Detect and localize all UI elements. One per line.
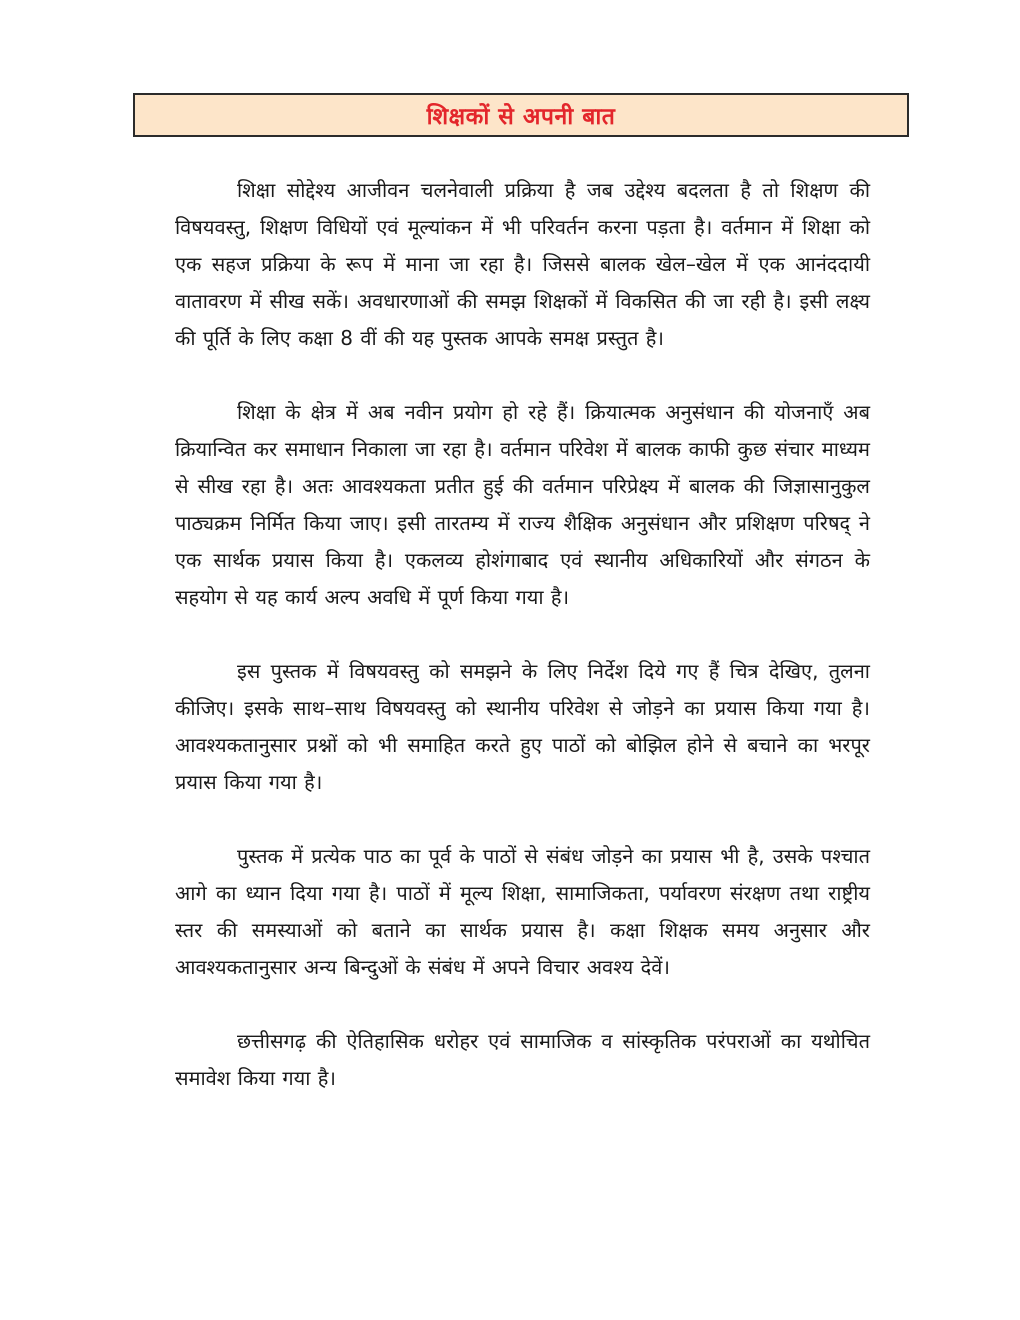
title-banner — [133, 93, 909, 137]
paragraph-3: इस पुस्तक में विषयवस्तु को समझने के लिए निर्देश दिये गए हैं चित्र देखिए, तुलना कीजिए। इसके साथ–साथ विषयवस्तु को स्थानीय परिवेश से जोड़ने का प्रयास किया गया है। आवश्यकतानुसार प्रश्नों को भी समाहित करते हुए पाठों को बोझिल होने से बचाने का भरपूर प्रयास किया गया है। — [175, 659, 870, 794]
paragraph-2: शिक्षा के क्षेत्र में अब नवीन प्रयोग हो रहे हैं। क्रियात्मक अनुसंधान की योजनाएँ अब क्रियान्वित कर समाधान निकाला जा रहा है। वर्तमान परिवेश में बालक काफी कुछ संचार माध्यम से सीख रहा है। अतः आवश्यकता प्रतीत हुई की वर्तमान परिप्रेक्ष्य में बालक की जिज्ञासानुकुल पाठ्यक्रम निर्मित किया जाए। इसी तारतम्य में राज्य शैक्षिक अनुसंधान और प्रशिक्षण परिषद् ने एक सार्थक प्रयास किया है। एकलव्य होशंगाबाद एवं स्थानीय अधिकारियों और संगठन के सहयोग से यह कार्य अल्प अवधि में पूर्ण किया गया है। — [175, 400, 870, 609]
body-text — [175, 172, 870, 1134]
paragraph-1: शिक्षा सोद्देश्य आजीवन चलनेवाली प्रक्रिया है जब उद्देश्य बदलता है तो शिक्षण की विषयवस्तु, शिक्षण विधियों एवं मूल्यांकन में भी परिवर्तन करना पड़ता है। वर्तमान में शिक्षा को एक सहज प्रक्रिया के रूप में माना जा रहा है। जिससे बालक खेल–खेल में एक आनंददायी वातावरण में सीख सकें। अवधारणाओं की समझ शिक्षकों में विकसित की जा रही है। इसी लक्ष्य की पूर्ति के लिए कक्षा 8 वीं की यह पुस्तक आपके समक्ष प्रस्तुत है। — [175, 178, 870, 350]
paragraph-4: पुस्तक में प्रत्येक पाठ का पूर्व के पाठों से संबंध जोड़ने का प्रयास भी है, उसके पश्चात आगे का ध्यान दिया गया है। पाठों में मूल्य शिक्षा, सामाजिकता, पर्यावरण संरक्षण तथा राष्ट्रीय स्तर की समस्याओं को बताने का सार्थक प्रयास है। कक्षा शिक्षक समय अनुसार और आवश्यकतानुसार अन्य बिन्दुओं के संबंध में अपने विचार अवश्य देवें। — [175, 844, 870, 979]
page-title: शिक्षकों से अपनी बात — [426, 104, 616, 130]
paragraph-5: छत्तीसगढ़ की ऐतिहासिक धरोहर एवं सामाजिक व सांस्कृतिक परंपराओं का यथोचित समावेश किया गया है। — [175, 1029, 870, 1090]
